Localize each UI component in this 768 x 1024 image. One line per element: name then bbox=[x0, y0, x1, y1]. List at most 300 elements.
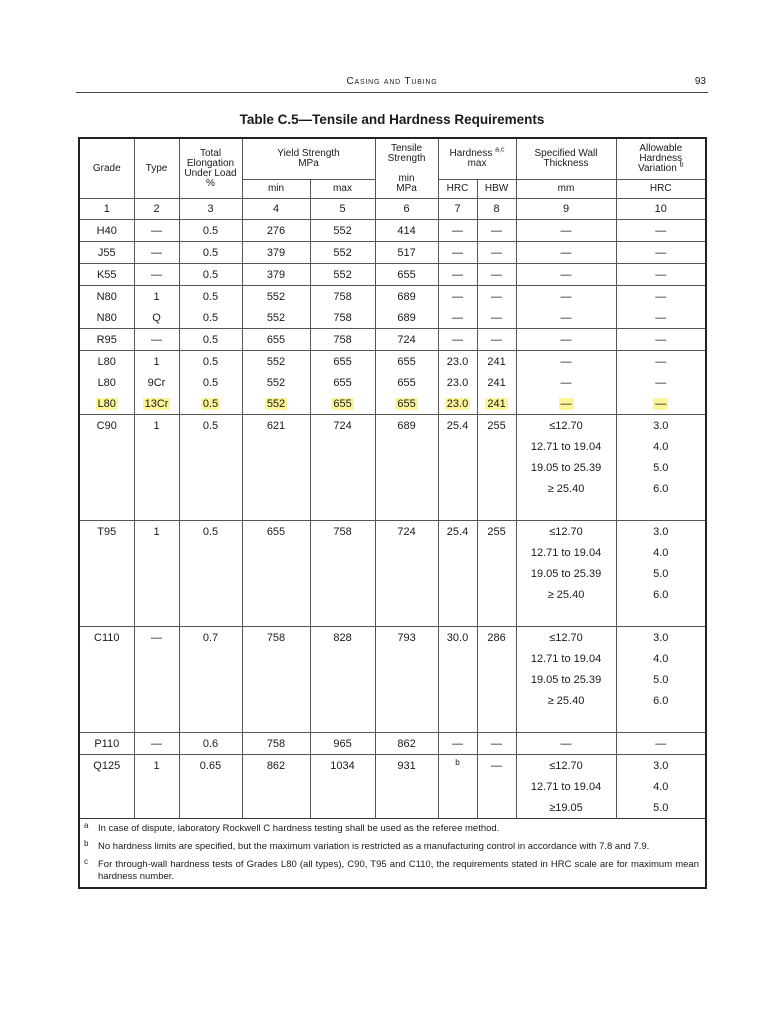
table-cell bbox=[79, 733, 134, 755]
table-cell bbox=[134, 220, 179, 242]
header-yield-strength: Yield Strength MPa bbox=[242, 138, 375, 180]
table-cell bbox=[516, 711, 616, 733]
table-cell bbox=[79, 542, 134, 563]
table-cell bbox=[438, 627, 477, 649]
cell-value: — bbox=[491, 224, 503, 237]
table-cell bbox=[477, 648, 516, 669]
cell-value: 379 bbox=[266, 246, 286, 259]
header-yield-min: min bbox=[242, 180, 310, 199]
cell-value: — bbox=[151, 333, 162, 346]
table-cell bbox=[179, 584, 242, 605]
table-cell bbox=[242, 457, 310, 478]
cell-value: 758 bbox=[333, 333, 352, 346]
cell-value: 414 bbox=[397, 224, 416, 237]
cell-value: — bbox=[491, 268, 503, 281]
cell-value: 552 bbox=[266, 290, 286, 303]
table-cell bbox=[516, 584, 616, 605]
table-cell bbox=[179, 242, 242, 264]
table-cell bbox=[616, 242, 706, 264]
table-cell bbox=[516, 755, 616, 777]
cell-value: 552 bbox=[266, 376, 286, 389]
table-cell bbox=[242, 307, 310, 329]
table-cell bbox=[79, 584, 134, 605]
table-cell bbox=[179, 286, 242, 308]
table-row bbox=[79, 521, 706, 543]
cell-value: 758 bbox=[333, 525, 352, 538]
table-row bbox=[79, 478, 706, 499]
table-cell bbox=[477, 393, 516, 415]
table-cell bbox=[616, 372, 706, 393]
table-cell bbox=[179, 436, 242, 457]
header-type: Type bbox=[134, 138, 179, 199]
table-row bbox=[79, 436, 706, 457]
cell-value: 552 bbox=[333, 268, 352, 281]
table-cell bbox=[79, 521, 134, 543]
table-cell bbox=[134, 648, 179, 669]
cell-value: 552 bbox=[333, 246, 352, 259]
table-cell bbox=[179, 457, 242, 478]
table-cell bbox=[375, 584, 438, 605]
table-cell bbox=[375, 711, 438, 733]
table-cell bbox=[310, 755, 375, 777]
table-cell bbox=[79, 755, 134, 777]
table-cell bbox=[516, 521, 616, 543]
cell-value: 758 bbox=[333, 290, 352, 303]
table-row bbox=[79, 605, 706, 627]
table-cell bbox=[616, 733, 706, 755]
cell-value: ≥ 25.40 bbox=[547, 482, 585, 495]
table-cell bbox=[134, 329, 179, 351]
table-cell bbox=[242, 690, 310, 711]
cell-value: 23.0 bbox=[446, 355, 469, 368]
cell-value: 689 bbox=[397, 290, 416, 303]
table-cell bbox=[79, 415, 134, 437]
cell-value: — bbox=[560, 246, 572, 259]
tensile-hardness-table bbox=[78, 137, 707, 889]
table-cell bbox=[477, 307, 516, 329]
table-cell bbox=[438, 499, 477, 521]
table-cell bbox=[438, 351, 477, 373]
table-cell bbox=[134, 478, 179, 499]
table-cell bbox=[134, 286, 179, 308]
table-cell bbox=[310, 286, 375, 308]
table-cell bbox=[179, 648, 242, 669]
cell-value: 5.0 bbox=[653, 461, 669, 474]
cell-value: 6.0 bbox=[653, 482, 669, 495]
table-cell bbox=[242, 499, 310, 521]
table-cell bbox=[242, 286, 310, 308]
table-cell bbox=[477, 690, 516, 711]
table-cell bbox=[179, 776, 242, 797]
cell-value: — bbox=[655, 397, 667, 410]
table-cell bbox=[79, 286, 134, 308]
table-cell bbox=[310, 329, 375, 351]
table-cell bbox=[477, 755, 516, 777]
header-hrc: HRC bbox=[438, 180, 477, 199]
cell-value: — bbox=[560, 355, 572, 368]
cell-value: 5.0 bbox=[653, 801, 669, 814]
cell-value: Q bbox=[152, 311, 161, 324]
table-row bbox=[79, 776, 706, 797]
table-cell bbox=[438, 393, 477, 415]
table-cell bbox=[616, 584, 706, 605]
cell-value: 13Cr bbox=[144, 397, 169, 410]
table-cell bbox=[134, 372, 179, 393]
table-cell bbox=[134, 711, 179, 733]
table-cell bbox=[310, 563, 375, 584]
table-cell bbox=[242, 733, 310, 755]
table-cell bbox=[616, 776, 706, 797]
cell-value: 793 bbox=[397, 631, 416, 644]
table-cell bbox=[616, 563, 706, 584]
cell-value: 0.5 bbox=[202, 268, 219, 281]
cell-value: 552 bbox=[333, 224, 352, 237]
table-cell bbox=[438, 605, 477, 627]
table-row bbox=[79, 627, 706, 649]
cell-value: 0.5 bbox=[202, 246, 219, 259]
table-cell bbox=[134, 499, 179, 521]
cell-value: 3.0 bbox=[653, 631, 669, 644]
cell-value: — bbox=[151, 631, 162, 644]
cell-value: — bbox=[560, 290, 572, 303]
table-cell bbox=[375, 457, 438, 478]
table-cell bbox=[516, 242, 616, 264]
table-row bbox=[79, 648, 706, 669]
table-cell bbox=[134, 264, 179, 286]
table-row bbox=[79, 733, 706, 755]
table-cell bbox=[134, 627, 179, 649]
table-row bbox=[79, 415, 706, 437]
table-cell bbox=[516, 393, 616, 415]
table-cell bbox=[375, 605, 438, 627]
table-cell bbox=[477, 669, 516, 690]
table-cell bbox=[375, 733, 438, 755]
cell-value: N80 bbox=[96, 311, 117, 324]
table-cell bbox=[179, 521, 242, 543]
table-cell bbox=[477, 711, 516, 733]
table-cell bbox=[375, 242, 438, 264]
cell-value: K55 bbox=[96, 268, 117, 281]
table-cell bbox=[375, 669, 438, 690]
table-cell bbox=[310, 627, 375, 649]
table-cell bbox=[438, 584, 477, 605]
footnotes bbox=[79, 819, 706, 889]
table-cell bbox=[310, 415, 375, 437]
cell-value: ≤12.70 bbox=[549, 525, 583, 538]
cell-value: b bbox=[455, 758, 460, 768]
table-cell bbox=[375, 393, 438, 415]
table-cell bbox=[516, 797, 616, 819]
table-cell bbox=[477, 478, 516, 499]
table-row bbox=[79, 584, 706, 605]
cell-value: 19.05 to 25.39 bbox=[530, 461, 602, 474]
table-cell bbox=[134, 584, 179, 605]
cell-value: — bbox=[491, 290, 503, 303]
table-cell bbox=[134, 690, 179, 711]
table-cell bbox=[375, 499, 438, 521]
cell-value: — bbox=[560, 333, 572, 346]
table-cell bbox=[516, 415, 616, 437]
cell-value: 828 bbox=[333, 631, 352, 644]
table-cell bbox=[310, 648, 375, 669]
cell-value: — bbox=[560, 737, 572, 750]
cell-value: 9Cr bbox=[147, 376, 166, 389]
cell-value: — bbox=[452, 333, 464, 346]
cell-value: Q125 bbox=[93, 759, 121, 772]
cell-value: 241 bbox=[487, 376, 506, 389]
table-cell bbox=[438, 563, 477, 584]
footnote bbox=[84, 841, 699, 853]
cell-value: 655 bbox=[266, 525, 286, 538]
table-cell bbox=[242, 669, 310, 690]
table-cell bbox=[79, 605, 134, 627]
table-cell bbox=[375, 755, 438, 777]
cell-value: — bbox=[452, 268, 464, 281]
cell-value: 25.4 bbox=[446, 525, 469, 538]
table-cell bbox=[438, 415, 477, 437]
table-cell bbox=[438, 286, 477, 308]
cell-value: 0.65 bbox=[199, 759, 222, 772]
table-cell bbox=[616, 605, 706, 627]
table-cell bbox=[477, 264, 516, 286]
table-cell bbox=[477, 627, 516, 649]
table-cell bbox=[310, 351, 375, 373]
table-cell bbox=[616, 711, 706, 733]
table-cell bbox=[477, 733, 516, 755]
cell-value: 724 bbox=[397, 333, 416, 346]
table-cell bbox=[242, 372, 310, 393]
cell-value: H40 bbox=[96, 224, 117, 237]
table-cell bbox=[179, 393, 242, 415]
column-number: 1 bbox=[79, 199, 134, 220]
table-cell bbox=[616, 286, 706, 308]
table-cell bbox=[616, 393, 706, 415]
table-row bbox=[79, 351, 706, 373]
table-cell bbox=[242, 627, 310, 649]
cell-value: 4.0 bbox=[653, 546, 669, 559]
cell-value: 3.0 bbox=[653, 759, 669, 772]
table-cell bbox=[242, 329, 310, 351]
table-cell bbox=[616, 457, 706, 478]
table-cell bbox=[477, 776, 516, 797]
table-cell bbox=[79, 648, 134, 669]
table-cell bbox=[375, 329, 438, 351]
table-cell bbox=[516, 690, 616, 711]
table-cell bbox=[477, 329, 516, 351]
table-cell bbox=[375, 436, 438, 457]
table-cell bbox=[375, 286, 438, 308]
footnote bbox=[84, 823, 699, 835]
cell-value: 758 bbox=[333, 311, 352, 324]
cell-value: 19.05 to 25.39 bbox=[530, 673, 602, 686]
table-cell bbox=[242, 393, 310, 415]
table-cell bbox=[179, 605, 242, 627]
cell-value: 30.0 bbox=[446, 631, 469, 644]
cell-value: 724 bbox=[397, 525, 416, 538]
cell-value: 1034 bbox=[330, 759, 355, 772]
cell-value: 552 bbox=[266, 397, 286, 410]
table-cell bbox=[616, 478, 706, 499]
cell-value: 241 bbox=[487, 397, 506, 410]
table-caption: Table C.5—Tensile and Hardness Requirements bbox=[239, 112, 545, 127]
table-row bbox=[79, 372, 706, 393]
table-cell bbox=[516, 542, 616, 563]
cell-value: 4.0 bbox=[653, 440, 669, 453]
cell-value: ≥ 25.40 bbox=[547, 588, 585, 601]
table-cell bbox=[375, 264, 438, 286]
cell-value: 0.5 bbox=[202, 376, 219, 389]
table-cell bbox=[310, 690, 375, 711]
cell-value: ≤12.70 bbox=[549, 419, 583, 432]
table-cell bbox=[179, 478, 242, 499]
table-row bbox=[79, 457, 706, 478]
table-cell bbox=[179, 415, 242, 437]
table-cell bbox=[134, 436, 179, 457]
table-cell bbox=[616, 264, 706, 286]
cell-value: 758 bbox=[266, 631, 286, 644]
table-row bbox=[79, 542, 706, 563]
table-row bbox=[79, 755, 706, 777]
table-cell bbox=[134, 563, 179, 584]
cell-value: — bbox=[452, 311, 464, 324]
table-cell bbox=[516, 776, 616, 797]
table-cell bbox=[438, 733, 477, 755]
table-row bbox=[79, 711, 706, 733]
table-cell bbox=[79, 242, 134, 264]
table-cell bbox=[516, 351, 616, 373]
table-cell bbox=[242, 220, 310, 242]
cell-value: 23.0 bbox=[446, 397, 469, 410]
table-cell bbox=[438, 478, 477, 499]
cell-value: — bbox=[491, 246, 503, 259]
table-row bbox=[79, 220, 706, 242]
table-cell bbox=[375, 797, 438, 819]
table-cell bbox=[310, 307, 375, 329]
table-cell bbox=[516, 329, 616, 351]
cell-value: 862 bbox=[266, 759, 286, 772]
header-wall-unit: mm bbox=[516, 180, 616, 199]
table-cell bbox=[375, 307, 438, 329]
table-cell bbox=[79, 627, 134, 649]
footnote-mark: a bbox=[84, 821, 89, 830]
table-cell bbox=[310, 797, 375, 819]
table-cell bbox=[310, 264, 375, 286]
table-cell bbox=[310, 499, 375, 521]
cell-value: 0.6 bbox=[202, 737, 219, 750]
table-cell bbox=[616, 648, 706, 669]
cell-value: 655 bbox=[333, 397, 352, 410]
column-number: 8 bbox=[477, 199, 516, 220]
table-cell bbox=[477, 351, 516, 373]
table-cell bbox=[242, 584, 310, 605]
table-cell bbox=[79, 563, 134, 584]
table-cell bbox=[179, 755, 242, 777]
table-cell bbox=[516, 457, 616, 478]
table-row bbox=[79, 690, 706, 711]
cell-value: 517 bbox=[397, 246, 416, 259]
cell-value: 12.71 to 19.04 bbox=[530, 440, 602, 453]
table-cell bbox=[516, 436, 616, 457]
table-cell bbox=[310, 436, 375, 457]
table-cell bbox=[179, 351, 242, 373]
table-cell bbox=[438, 329, 477, 351]
table-cell bbox=[242, 605, 310, 627]
cell-value: 1 bbox=[153, 525, 160, 538]
table-cell bbox=[438, 690, 477, 711]
table-cell bbox=[375, 627, 438, 649]
header-elongation: Total Elongation Under Load % bbox=[179, 138, 242, 199]
table-cell bbox=[310, 584, 375, 605]
table-cell bbox=[516, 605, 616, 627]
cell-value: — bbox=[560, 397, 572, 410]
table-cell bbox=[242, 776, 310, 797]
table-cell bbox=[242, 542, 310, 563]
column-number: 3 bbox=[179, 199, 242, 220]
table-cell bbox=[477, 605, 516, 627]
table-cell bbox=[179, 669, 242, 690]
table-cell bbox=[179, 627, 242, 649]
table-cell bbox=[242, 648, 310, 669]
cell-value: 1 bbox=[153, 355, 160, 368]
table-cell bbox=[516, 648, 616, 669]
table-cell bbox=[438, 521, 477, 543]
cell-value: 758 bbox=[266, 737, 286, 750]
cell-value: L80 bbox=[97, 397, 116, 410]
table-row bbox=[79, 393, 706, 415]
cell-value: 23.0 bbox=[446, 376, 469, 389]
column-number: 2 bbox=[134, 199, 179, 220]
header-wall-thickness: Specified Wall Thickness bbox=[516, 138, 616, 180]
table-cell bbox=[310, 521, 375, 543]
table-cell bbox=[616, 329, 706, 351]
table-cell bbox=[616, 220, 706, 242]
table-cell bbox=[310, 393, 375, 415]
cell-value: 655 bbox=[397, 355, 416, 368]
cell-value: 655 bbox=[397, 268, 416, 281]
table-cell bbox=[477, 286, 516, 308]
table-row bbox=[79, 499, 706, 521]
cell-value: 0.7 bbox=[202, 631, 219, 644]
table-row bbox=[79, 264, 706, 286]
cell-value: — bbox=[491, 333, 503, 346]
table-cell bbox=[438, 669, 477, 690]
table-cell bbox=[179, 372, 242, 393]
page-number: 93 bbox=[694, 76, 706, 87]
table-cell bbox=[438, 648, 477, 669]
cell-value: 931 bbox=[397, 759, 416, 772]
table-cell bbox=[242, 478, 310, 499]
table-cell bbox=[79, 457, 134, 478]
table-cell bbox=[516, 499, 616, 521]
cell-value: L80 bbox=[97, 376, 116, 389]
cell-value: — bbox=[452, 290, 464, 303]
footnote-mark: b bbox=[84, 839, 89, 848]
table-cell bbox=[516, 220, 616, 242]
table-cell bbox=[310, 669, 375, 690]
table-cell bbox=[242, 415, 310, 437]
cell-value: 6.0 bbox=[653, 588, 669, 601]
table-cell bbox=[438, 711, 477, 733]
cell-value: 4.0 bbox=[653, 780, 669, 793]
cell-value: C110 bbox=[94, 631, 120, 644]
cell-value: 4.0 bbox=[653, 652, 669, 665]
cell-value: 12.71 to 19.04 bbox=[530, 652, 602, 665]
cell-value: — bbox=[151, 737, 162, 750]
table-cell bbox=[477, 436, 516, 457]
cell-value: ≤12.70 bbox=[549, 631, 583, 644]
column-number: 7 bbox=[438, 199, 477, 220]
cell-value: 1 bbox=[153, 419, 160, 432]
